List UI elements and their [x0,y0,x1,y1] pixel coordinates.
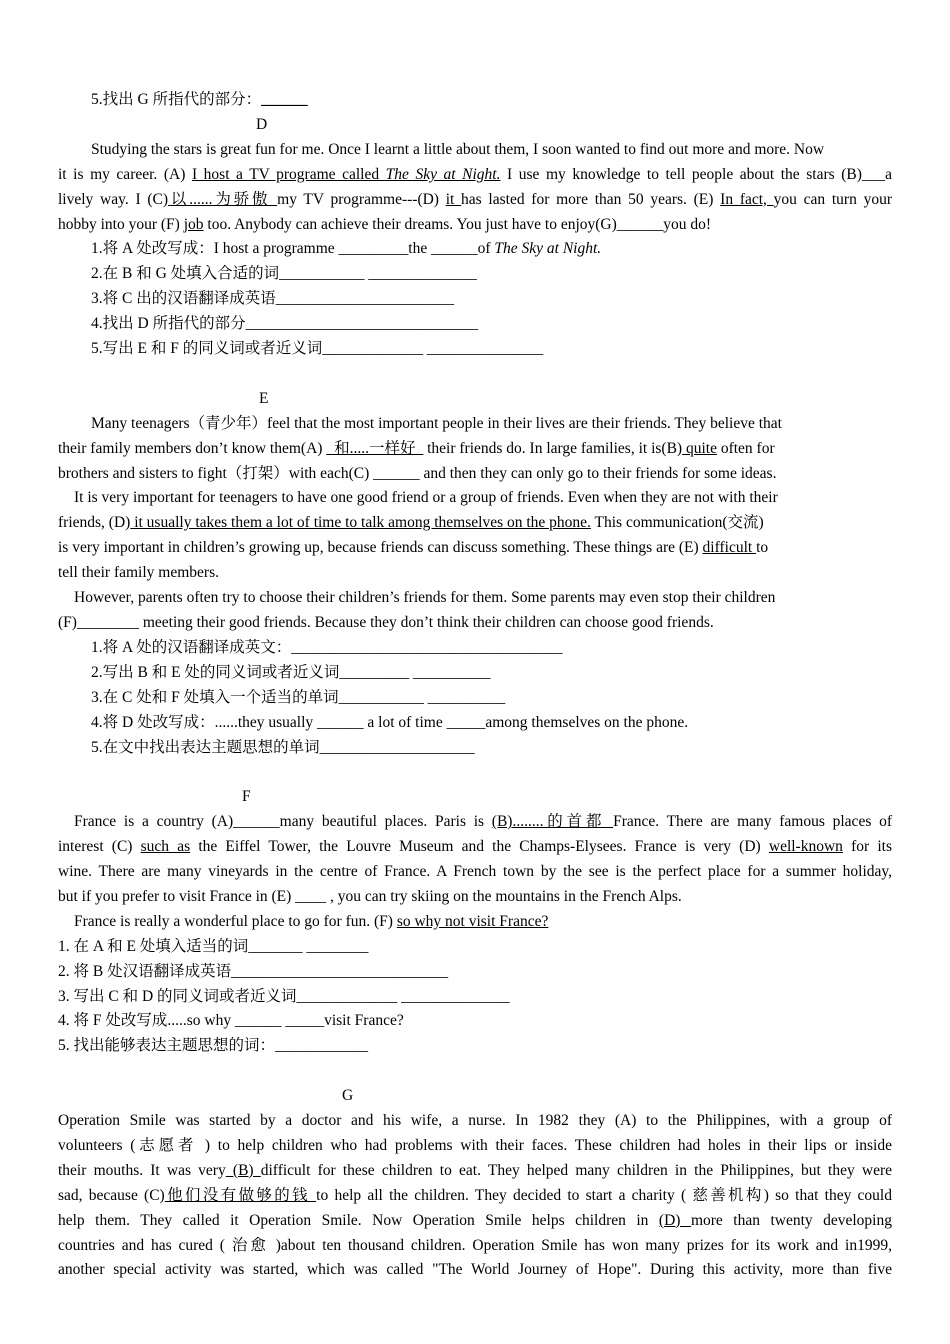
section-g-para-line: sad, because (C)他们没有做够的钱 to help all the children. They decided to start a charity ( 慈善机构) so that they could [58,1186,892,1204]
question-f5[interactable]: 5. 找出能够表达主题思想的词：____________ [58,1037,369,1055]
question-d3[interactable]: 3.将 C 出的汉语翻译成英语_______________________ [91,290,454,308]
section-g-para-line: their mouths. It was very (B) difficult for these children to eat. They helped many children in the Philippines, but they were [58,1161,893,1179]
question-f4[interactable]: 4. 将 F 处改写成.....so why ______ _____visit France? [58,1012,404,1030]
spacer [58,362,892,387]
section-f-heading: F [242,788,251,806]
question-e2[interactable]: 2.写出 B 和 E 处的同义词或者近义词_________ __________ [91,663,491,681]
section-g-para-line: countries and has cured ( 治愈 )about ten thousand children. Operation Smile has won many prizes for its work and in1999, [58,1236,892,1254]
section-d-para-line: it is my career. (A) I host a TV programe called The Sky at Night. I use my knowledge to tell people about the stars (B)___a [58,165,893,183]
question-d5[interactable]: 5.写出 E 和 F 的同义词或者近义词_____________ _______________ [91,340,544,358]
question-d1[interactable]: 1.将 A 处改写成：I host a programme _________the ______of The Sky at Night. [91,240,602,258]
spacer [58,760,892,785]
section-e-para-line: (F)________ meeting their good friends. Because they don’t think their children can choose good friends. [58,613,714,631]
question-e4[interactable]: 4.将 D 处改写成：......they usually ______ a lot of time _____among themselves on the phone. [91,713,689,731]
section-g-para-line: another special activity was started, which was called "The World Journey of Hope". During this activity, more than five [58,1261,892,1279]
question-e5[interactable]: 5.在文中找出表达主题思想的单词____________________ [91,738,475,756]
section-g-para-line: help them. They called it Operation Smile. Now Operation Smile helps children in (D) more than twenty developing [58,1211,892,1229]
question-f1[interactable]: 1. 在 A 和 E 处填入适当的词_______ ________ [58,937,369,955]
question-c5: 5.找出 G 所指代的部分：______ [91,91,308,108]
section-g-heading: G [342,1087,354,1105]
question-d4[interactable]: 4.找出 D 所指代的部分______________________________ [91,315,479,333]
question-f3[interactable]: 3. 写出 C 和 D 的同义词或者近义词_____________ ______________ [58,987,510,1005]
question-e1[interactable]: 1.将 A 处的汉语翻译成英文：___________________________________ [91,638,563,656]
question-e3[interactable]: 3.在 C 处和 F 处填入一个适当的单词___________ __________ [91,688,506,706]
section-e-para-line: It is very important for teenagers to have one good friend or a group of friends. Even when they are not with their [74,489,778,507]
section-f-para-line: France is a country (A)______many beautiful places. Paris is (B)........的首都 France. There are many famous places of [74,813,892,831]
section-d-para-line: hobby into your (F) job too. Anybody can achieve their dreams. You just have to enjoy(G)______you do! [58,215,712,233]
section-g-para-line: Operation Smile was started by a doctor and his wife, a nurse. In 1982 they (A) to the Philippines, with a group of [58,1112,892,1130]
section-e-para-line: is very important in children’s growing up, because friends can discuss something. These things are (E) difficult to [58,539,769,557]
section-f-para-line: interest (C) such as the Eiffel Tower, the Louvre Museum and the Champs-Elysees. France is very (D) well-known for its [58,838,892,856]
section-f-para-line: France is really a wonderful place to go for fun. (F) so why not visit France? [74,912,549,930]
answer-blank[interactable]: ______ [261,91,308,108]
section-f-para-line: but if you prefer to visit France in (E) ____ , you can try skiing on the mountains in the French Alps. [58,887,682,905]
question-d2[interactable]: 2.在 B 和 G 处填入合适的词___________ ______________ [91,265,477,283]
section-e-para-line: However, parents often try to choose their children’s friends for them. Some parents may even stop their children [74,589,776,607]
section-e-para-line: friends, (D) it usually takes them a lot of time to talk among themselves on the phone. This communication(交流) [58,514,764,532]
spacer [58,1059,892,1084]
section-e-para-line: brothers and sisters to fight（打架）with each(C) ______ and then they can only go to their friends for some ideas. [58,464,777,482]
section-e-para-line: tell their family members. [58,564,219,582]
section-d-para-line: Studying the stars is great fun for me. Once I learnt a little about them, I soon wanted to find out more and more. Now [91,140,825,158]
section-e-para-line: Many teenagers（青少年）feel that the most important people in their lives are their friends. They believe that [91,414,782,432]
section-g-para-line: volunteers (志愿者 ) to help children who had problems with their faces. These children had holes in their lips or inside [58,1136,892,1154]
section-e-para-line: their family members don’t know them(A) _和.....一样好_ their friends do. In large families, it is(B) quite often for [58,439,775,457]
section-d-heading: D [256,115,268,133]
worksheet-page [58,88,892,1283]
section-d-para-line: lively way. I (C)以......为骄傲 my TV programme---(D) it has lasted for more than 50 years. (E) In fact, you can turn your [58,190,892,208]
question-f2[interactable]: 2. 将 B 处汉语翻译成英语____________________________ [58,962,449,980]
section-f-para-line: wine. There are many vineyards in the centre of France. A French town by the see is the perfect place for a summer holiday, [58,863,892,881]
section-e-heading: E [259,389,269,407]
